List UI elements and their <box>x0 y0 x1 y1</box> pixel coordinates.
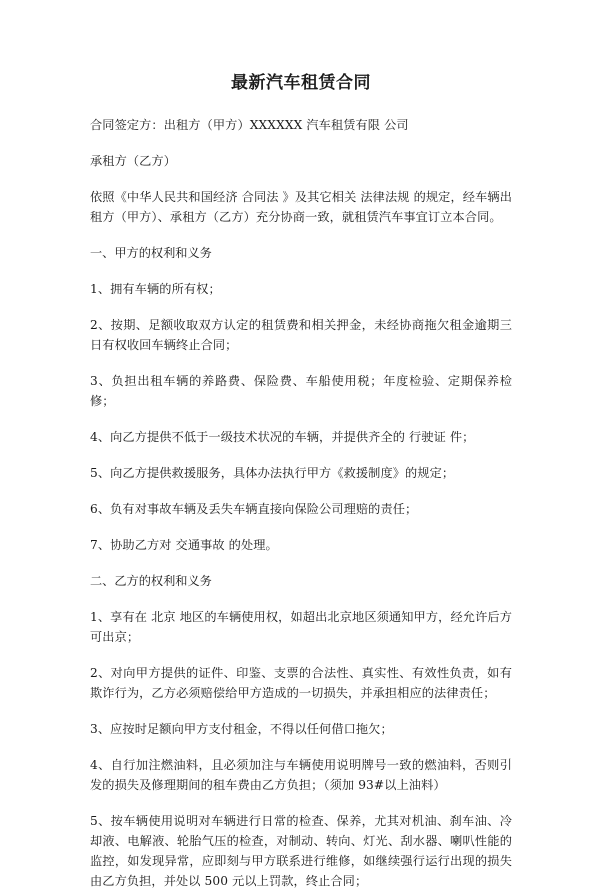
clause-item: 6、负有对事故车辆及丢失车辆直接向保险公司理赔的责任； <box>90 502 418 516</box>
section-heading-lessee: 二、乙方的权利和义务 <box>90 574 212 588</box>
lessee-line: 承租方（乙方） <box>90 154 177 168</box>
clause-item: 4、自行加注燃油料，且必须加注与车辆使用说明牌号一致的燃油料，否则引发的损失及修理期间的租车费由乙方负担；（须加 93#以上油料） <box>90 758 512 792</box>
clause-item: 1、享有在 北京 地区的车辆使用权，如超出北京地区须通知甲方，经允许后方可出京； <box>90 610 512 644</box>
intro-paragraph: 依照《中华人民共和国经济 合同法 》及其它相关 法律法规 的规定，经车辆出租方（甲方）、承租方（乙方）充分协商一致，就租赁汽车事宜订立本合同。 <box>90 190 512 224</box>
document-title: 最新汽车租赁合同 <box>231 73 371 93</box>
clause-item: 2、按期、足额收取双方认定的租赁费和相关押金，未经协商拖欠租金逾期三日有权收回车辆终止合同； <box>90 318 512 352</box>
clause-item: 3、负担出租车辆的养路费、保险费、车船使用税；年度检验、定期保养检修； <box>90 374 512 408</box>
clause-item: 7、协助乙方对 交通事故 的处理。 <box>90 538 278 552</box>
clause-item: 4、向乙方提供不低于一级技术状况的车辆，并提供齐全的 行驶证 件； <box>90 430 475 444</box>
clause-item: 2、对向甲方提供的证件、印鉴、支票的合法性、真实性、有效性负责，如有欺诈行为，乙方必须赔偿给甲方造成的一切损失，并承担相应的法律责任； <box>90 666 512 700</box>
clause-item: 3、应按时足额向甲方支付租金，不得以任何借口拖欠； <box>90 722 393 736</box>
clause-item: 1、拥有车辆的所有权； <box>90 282 221 296</box>
clause-item: 5、向乙方提供救援服务，具体办法执行甲方《救援制度》的规定； <box>90 466 455 480</box>
section-heading-lessor: 一、甲方的权利和义务 <box>90 246 212 260</box>
lessor-line: 合同签定方：出租方（甲方）XXXXXX 汽车租赁有限 公司 <box>90 118 409 132</box>
clause-item: 5、按车辆使用说明对车辆进行日常的检查、保养，尤其对机油、刹车油、冷却液、电解液、轮胎气压的检查，对制动、转向、灯光、刮水器、喇叭性能的监控，如发现异常，应即刻与甲方联系进行维修，如继续强行运行出现的损失由乙方负担，并处以 500 元以上罚款，终止合同； <box>90 814 512 888</box>
